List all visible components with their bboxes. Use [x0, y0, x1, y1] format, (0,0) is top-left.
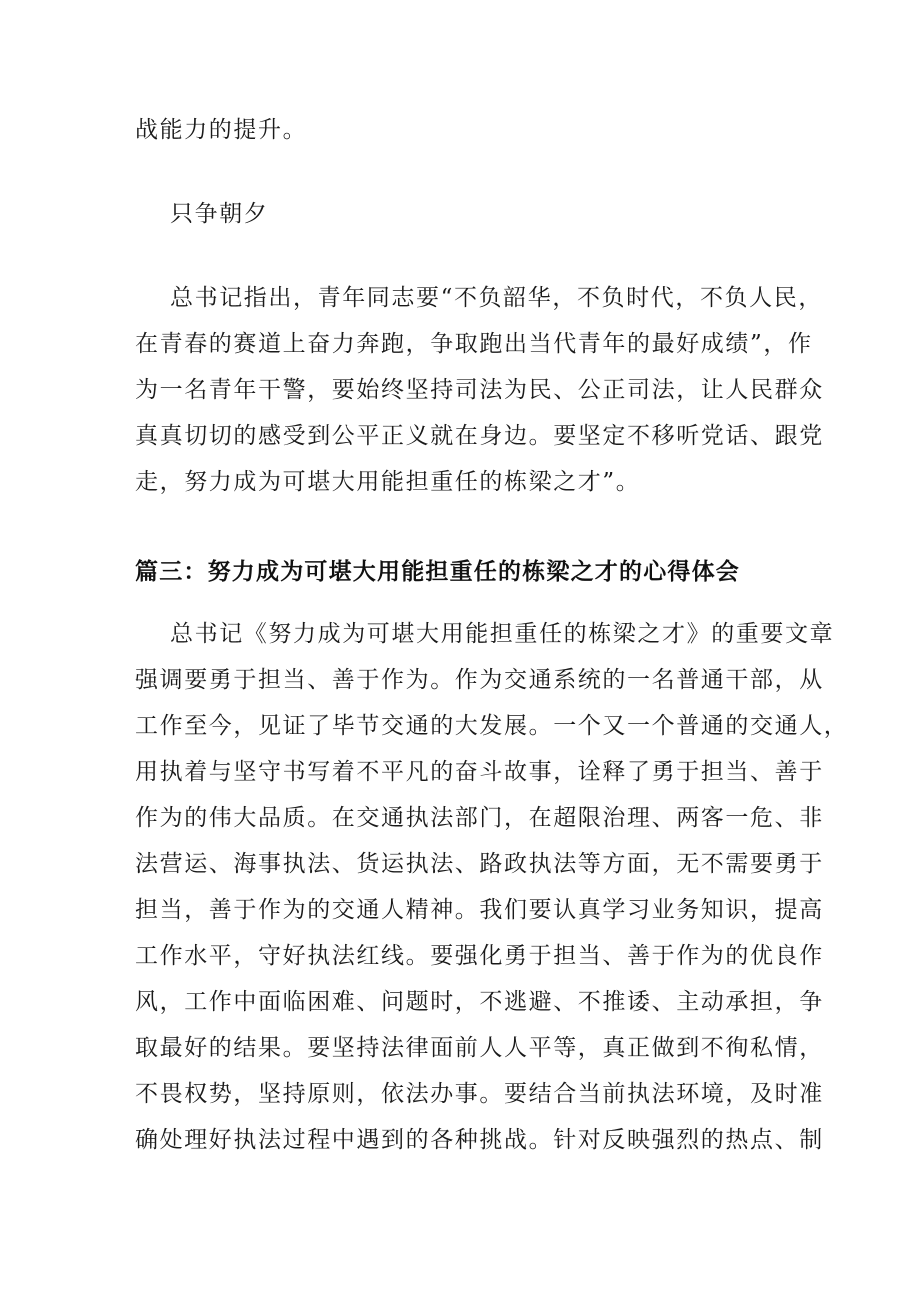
- paragraph-line: 工作至今，见证了毕节交通的大发展。一个又一个普通的交通人，: [135, 713, 849, 739]
- paragraph-line: 担当，善于作为的交通人精神。我们要认真学习业务知识，提高: [135, 897, 824, 923]
- paragraph-line: 不畏权势，坚持原则，依法办事。要结合当前执法环境，及时准: [135, 1081, 824, 1107]
- top-fragment-line: 战能力的提升。: [135, 117, 308, 143]
- paragraph-line: 总书记《努力成为可堪大用能担重任的栋梁之才》的重要文章: [170, 621, 835, 647]
- paragraph-line: 走，努力成为可堪大用能担重任的栋梁之才”。: [135, 469, 641, 495]
- paragraph-line: 取最好的结果。要坚持法律面前人人平等，真正做到不徇私情，: [135, 1035, 824, 1061]
- paragraph-line: 在青春的赛道上奋力奔跑，争取跑出当代青年的最好成绩”，作: [135, 331, 813, 357]
- paragraph-line: 法营运、海事执法、货运执法、路政执法等方面，无不需要勇于: [135, 851, 824, 877]
- paragraph-line: 真真切切的感受到公平正义就在身边。要坚定不移听党话、跟党: [135, 423, 824, 449]
- subtitle: 只争朝夕: [170, 201, 269, 227]
- section-heading: 篇三：努力成为可堪大用能担重任的栋梁之才的心得体会: [135, 559, 740, 585]
- paragraph-line: 作为的伟大品质。在交通执法部门，在超限治理、两客一危、非: [135, 805, 824, 831]
- paragraph-line: 确处理好执法过程中遇到的各种挑战。针对反映强烈的热点、制: [135, 1127, 824, 1153]
- paragraph-line: 工作水平，守好执法红线。要强化勇于担当、善于作为的优良作: [135, 943, 824, 969]
- paragraph-line: 风，工作中面临困难、问题时，不逃避、不推诿、主动承担，争: [135, 989, 824, 1015]
- paragraph-line: 为一名青年干警，要始终坚持司法为民、公正司法，让人民群众: [135, 377, 824, 403]
- paragraph-line: 用执着与坚守书写着不平凡的奋斗故事，诠释了勇于担当、善于: [135, 759, 824, 785]
- paragraph-line: 强调要勇于担当、善于作为。作为交通系统的一名普通干部，从: [135, 667, 824, 693]
- paragraph-line: 总书记指出，青年同志要“不负韶华，不负时代，不负人民，: [170, 285, 823, 311]
